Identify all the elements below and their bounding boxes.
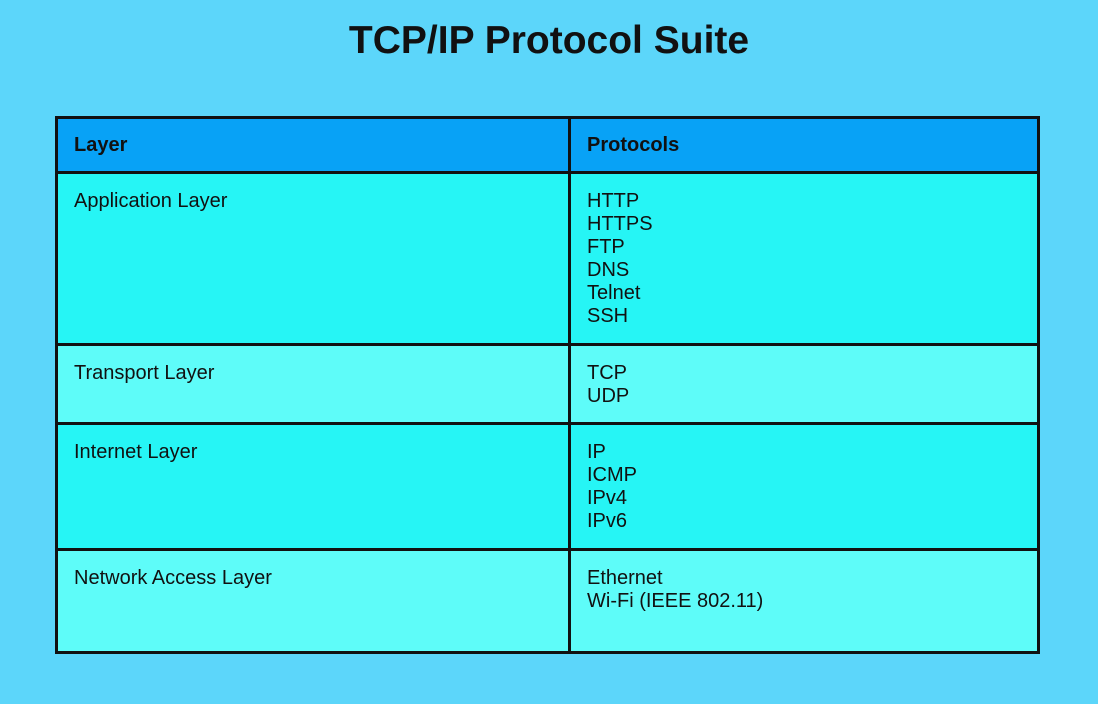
protocol-item: DNS <box>587 259 630 281</box>
layer-name-cell: Network Access Layer <box>57 550 570 653</box>
header-protocols: Protocols <box>570 118 1039 173</box>
page-title: TCP/IP Protocol Suite <box>348 19 750 62</box>
protocol-item: IPv6 <box>587 510 628 532</box>
layer-name-cell: Application Layer <box>57 173 570 345</box>
protocol-item: UDP <box>587 385 630 407</box>
protocol-item: IPv4 <box>587 487 628 509</box>
protocol-item: Ethernet <box>587 567 663 589</box>
protocols-cell <box>570 424 1039 550</box>
table-row-transport-layer <box>57 345 1039 424</box>
table-row-internet-layer <box>57 424 1039 550</box>
protocol-list <box>587 362 1021 408</box>
layer-name-cell: Transport Layer <box>57 345 570 424</box>
protocol-list <box>587 567 1021 613</box>
header-layer: Layer <box>57 118 570 173</box>
protocol-item: HTTP <box>587 190 640 212</box>
table-row-network-access-layer <box>57 550 1039 653</box>
protocol-item: HTTPS <box>587 213 653 235</box>
protocols-cell <box>570 173 1039 345</box>
protocol-list <box>587 190 1021 328</box>
protocol-item: SSH <box>587 305 629 327</box>
protocols-cell <box>570 550 1039 653</box>
protocol-item: ICMP <box>587 464 637 486</box>
protocol-item: FTP <box>587 236 625 258</box>
layer-name-cell: Internet Layer <box>57 424 570 550</box>
table-row-application-layer <box>57 173 1039 345</box>
protocol-list <box>587 441 1021 533</box>
table-header-row <box>57 118 1039 173</box>
protocol-item: IP <box>587 441 606 463</box>
protocol-item: Wi-Fi (IEEE 802.11) <box>587 590 764 612</box>
protocol-item: TCP <box>587 362 627 384</box>
protocols-cell <box>570 345 1039 424</box>
protocol-item: Telnet <box>587 282 641 304</box>
protocol-table <box>55 116 1040 654</box>
